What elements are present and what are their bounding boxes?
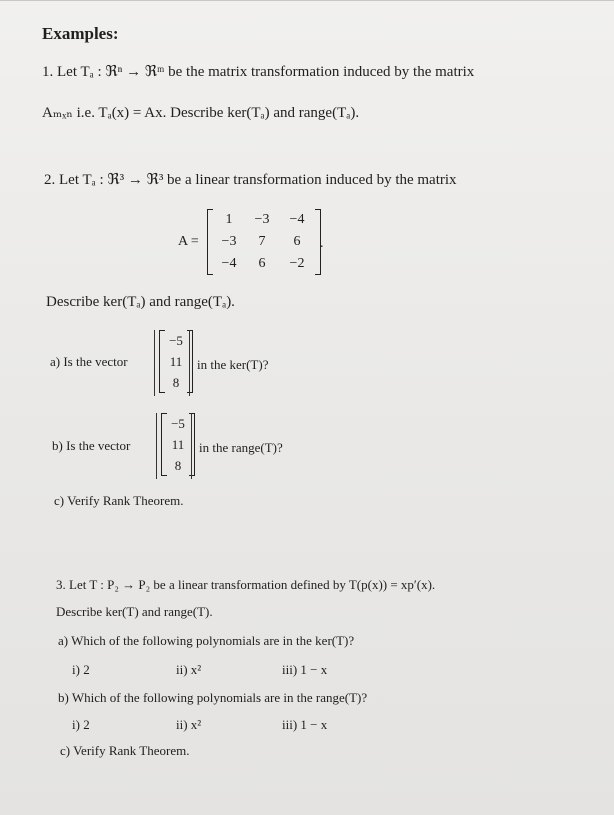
matrix-cell: 1 — [225, 212, 233, 227]
example3-question-a: a) Which of the following polynomials are in the ker(T)? — [58, 633, 355, 648]
example3-line2: Describe ker(T) and range(T). — [56, 604, 213, 619]
matrix-cell: −4 — [289, 212, 305, 227]
example1-line1: 1. Let Tₐ : ℜⁿ → ℜᵐ be the matrix transformation induced by the matrix — [42, 64, 475, 80]
option-ii: ii) x² — [176, 662, 202, 677]
vector-cell: 11 — [171, 437, 185, 452]
matrix-a-grid — [213, 209, 315, 275]
vector-cell: 11 — [169, 354, 183, 369]
matrix-cell: 7 — [258, 234, 266, 249]
examples-heading: Examples: — [42, 24, 119, 43]
vector-cell: 8 — [174, 458, 182, 473]
question-a-suffix: in the ker(T)? — [197, 357, 269, 372]
vector-cell: −5 — [169, 333, 183, 348]
vector-a-frame — [154, 330, 190, 396]
example1-line2: Aₘₓₙ i.e. Tₐ(x) = Ax. Describe ker(Tₐ) and range(Tₐ). — [42, 105, 360, 121]
question-a-prefix: a) Is the vector — [50, 354, 128, 369]
matrix-cell: 6 — [293, 234, 301, 249]
option-ii: ii) x² — [176, 717, 202, 732]
matrix-cell: −2 — [289, 256, 305, 271]
question-b-prefix: b) Is the vector — [52, 438, 131, 453]
matrix-cell: −3 — [221, 234, 237, 249]
option-iii: iii) 1 − x — [282, 662, 328, 677]
option-iii: iii) 1 − x — [282, 717, 328, 732]
example3-line1: 3. Let T : P₂ → P₂ be a linear transformation defined by T(p(x)) = xp′(x). — [56, 577, 436, 592]
vector-b — [156, 413, 195, 476]
page-edge-line — [0, 0, 614, 1]
example3-question-b: b) Which of the following polynomials are in the range(T)? — [58, 690, 368, 705]
matrix-a — [207, 209, 321, 275]
vector-b-frame — [156, 413, 192, 479]
matrix-cell: −4 — [221, 256, 237, 271]
vector-cell: −5 — [171, 416, 185, 431]
matrix-cell: −3 — [254, 212, 270, 227]
matrix-label: A = — [178, 234, 199, 249]
question-c: c) Verify Rank Theorem. — [54, 493, 184, 508]
example2-describe: Describe ker(Tₐ) and range(Tₐ). — [46, 294, 235, 310]
vector-cell: 8 — [172, 375, 180, 390]
example3-question-c: c) Verify Rank Theorem. — [60, 743, 190, 758]
matrix-cell: 6 — [258, 256, 266, 271]
option-i: i) 2 — [72, 717, 90, 732]
example2-line1: 2. Let Tₐ : ℜ³ → ℜ³ be a linear transformation induced by the matrix — [44, 172, 457, 188]
option-i: i) 2 — [72, 662, 90, 677]
vector-a — [154, 330, 193, 393]
matrix-period: . — [320, 236, 324, 251]
question-b-suffix: in the range(T)? — [199, 440, 283, 455]
